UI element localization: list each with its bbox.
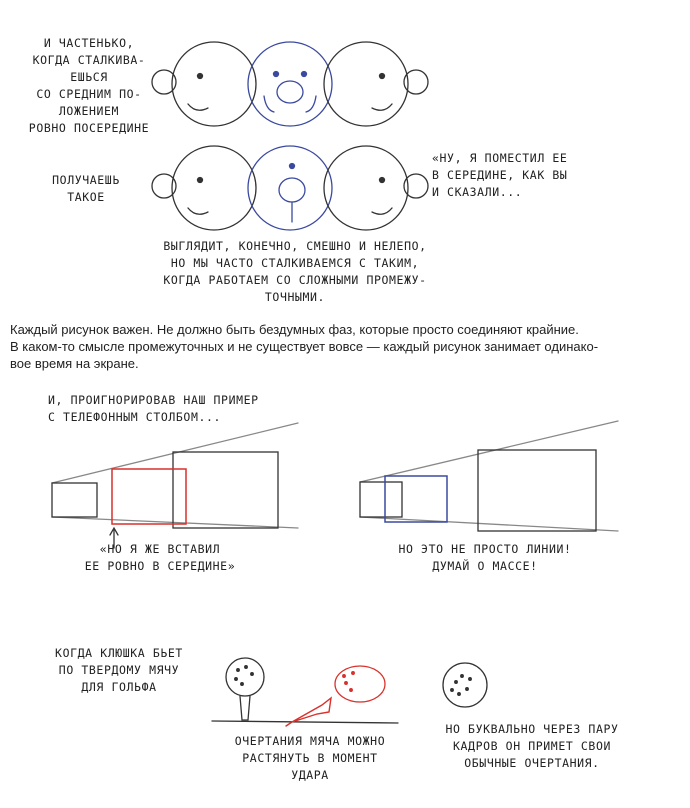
caption-panel1-top: И ЧАСТЕНЬКО, КОГДА СТАЛКИВА- ЕШЬСЯ СО СРЕДНИМ ПО- ЛОЖЕНИЕМ РОВНО ПОСЕРЕДИНЕ xyxy=(28,36,150,135)
head-right-row1 xyxy=(324,42,428,126)
golf-ball-on-tee xyxy=(226,658,264,720)
perspective-boxes-left xyxy=(52,423,298,528)
body-line: вое время на экране. xyxy=(10,356,139,371)
caption-panel3-left: КОГДА КЛЮШКА БЬЕТ ПО ТВЕРДОМУ МЯЧУ ДЛЯ ГОЛЬФА xyxy=(55,646,183,694)
caption-panel3-right: НО БУКВАЛЬНО ЧЕРЕЗ ПАРУ КАДРОВ ОН ПРИМЕТ СВОИ ОБЫЧНЫЕ ОЧЕРТАНИЯ. xyxy=(445,722,619,770)
head-middle-row1 xyxy=(248,42,332,126)
head-left-row1 xyxy=(152,42,256,126)
caption-panel1-left: ПОЛУЧАЕШЬ ТАКОЕ xyxy=(52,173,120,204)
caption-panel3-middle: ОЧЕРТАНИЯ МЯЧА МОЖНО РАСТЯНУТЬ В МОМЕНТ УДАРА xyxy=(234,734,386,782)
head-right-row2 xyxy=(324,146,428,230)
round-golf-ball xyxy=(443,663,487,707)
caption-panel1-right: «НУ, Я ПОМЕСТИЛ ЕЕ В СЕРЕДИНЕ, КАК ВЫ И СКАЗАЛИ... xyxy=(432,151,568,199)
caption-panel1-bottom: ВЫГЛЯДИТ, КОНЕЧНО, СМЕШНО И НЕЛЕПО, НО МЫ ЧАСТО СТАЛКИВАЕМСЯ С ТАКИМ, КОГДА РАБОТАЕМ СО СЛОЖНЫМИ ПРОМЕЖУ- ТОЧНЫМИ. xyxy=(163,239,427,304)
caption-panel2-top: И, ПРОИГНОРИРОВАВ НАШ ПРИМЕР С ТЕЛЕФОННЫМ СТОЛБОМ... xyxy=(48,393,259,424)
body-paragraph xyxy=(10,321,680,372)
squashed-golf-ball xyxy=(335,666,385,702)
caption-panel2-right: НО ЭТО НЕ ПРОСТО ЛИНИИ! ДУМАЙ О МАССЕ! xyxy=(398,542,572,573)
body-line: Каждый рисунок важен. Не должно быть бездумных фаз, которые просто соединяют крайние. xyxy=(10,322,579,337)
body-line: В каком-то смысле промежуточных и не существует вовсе — каждый рисунок занимает одинако- xyxy=(10,339,599,354)
head-middle-row2 xyxy=(248,146,332,230)
head-left-row2 xyxy=(152,146,256,230)
caption-panel2-left: «НО Я ЖЕ ВСТАВИЛ ЕЕ РОВНО В СЕРЕДИНЕ» xyxy=(84,542,236,573)
perspective-boxes-right xyxy=(360,421,618,531)
ground-line xyxy=(212,721,398,723)
